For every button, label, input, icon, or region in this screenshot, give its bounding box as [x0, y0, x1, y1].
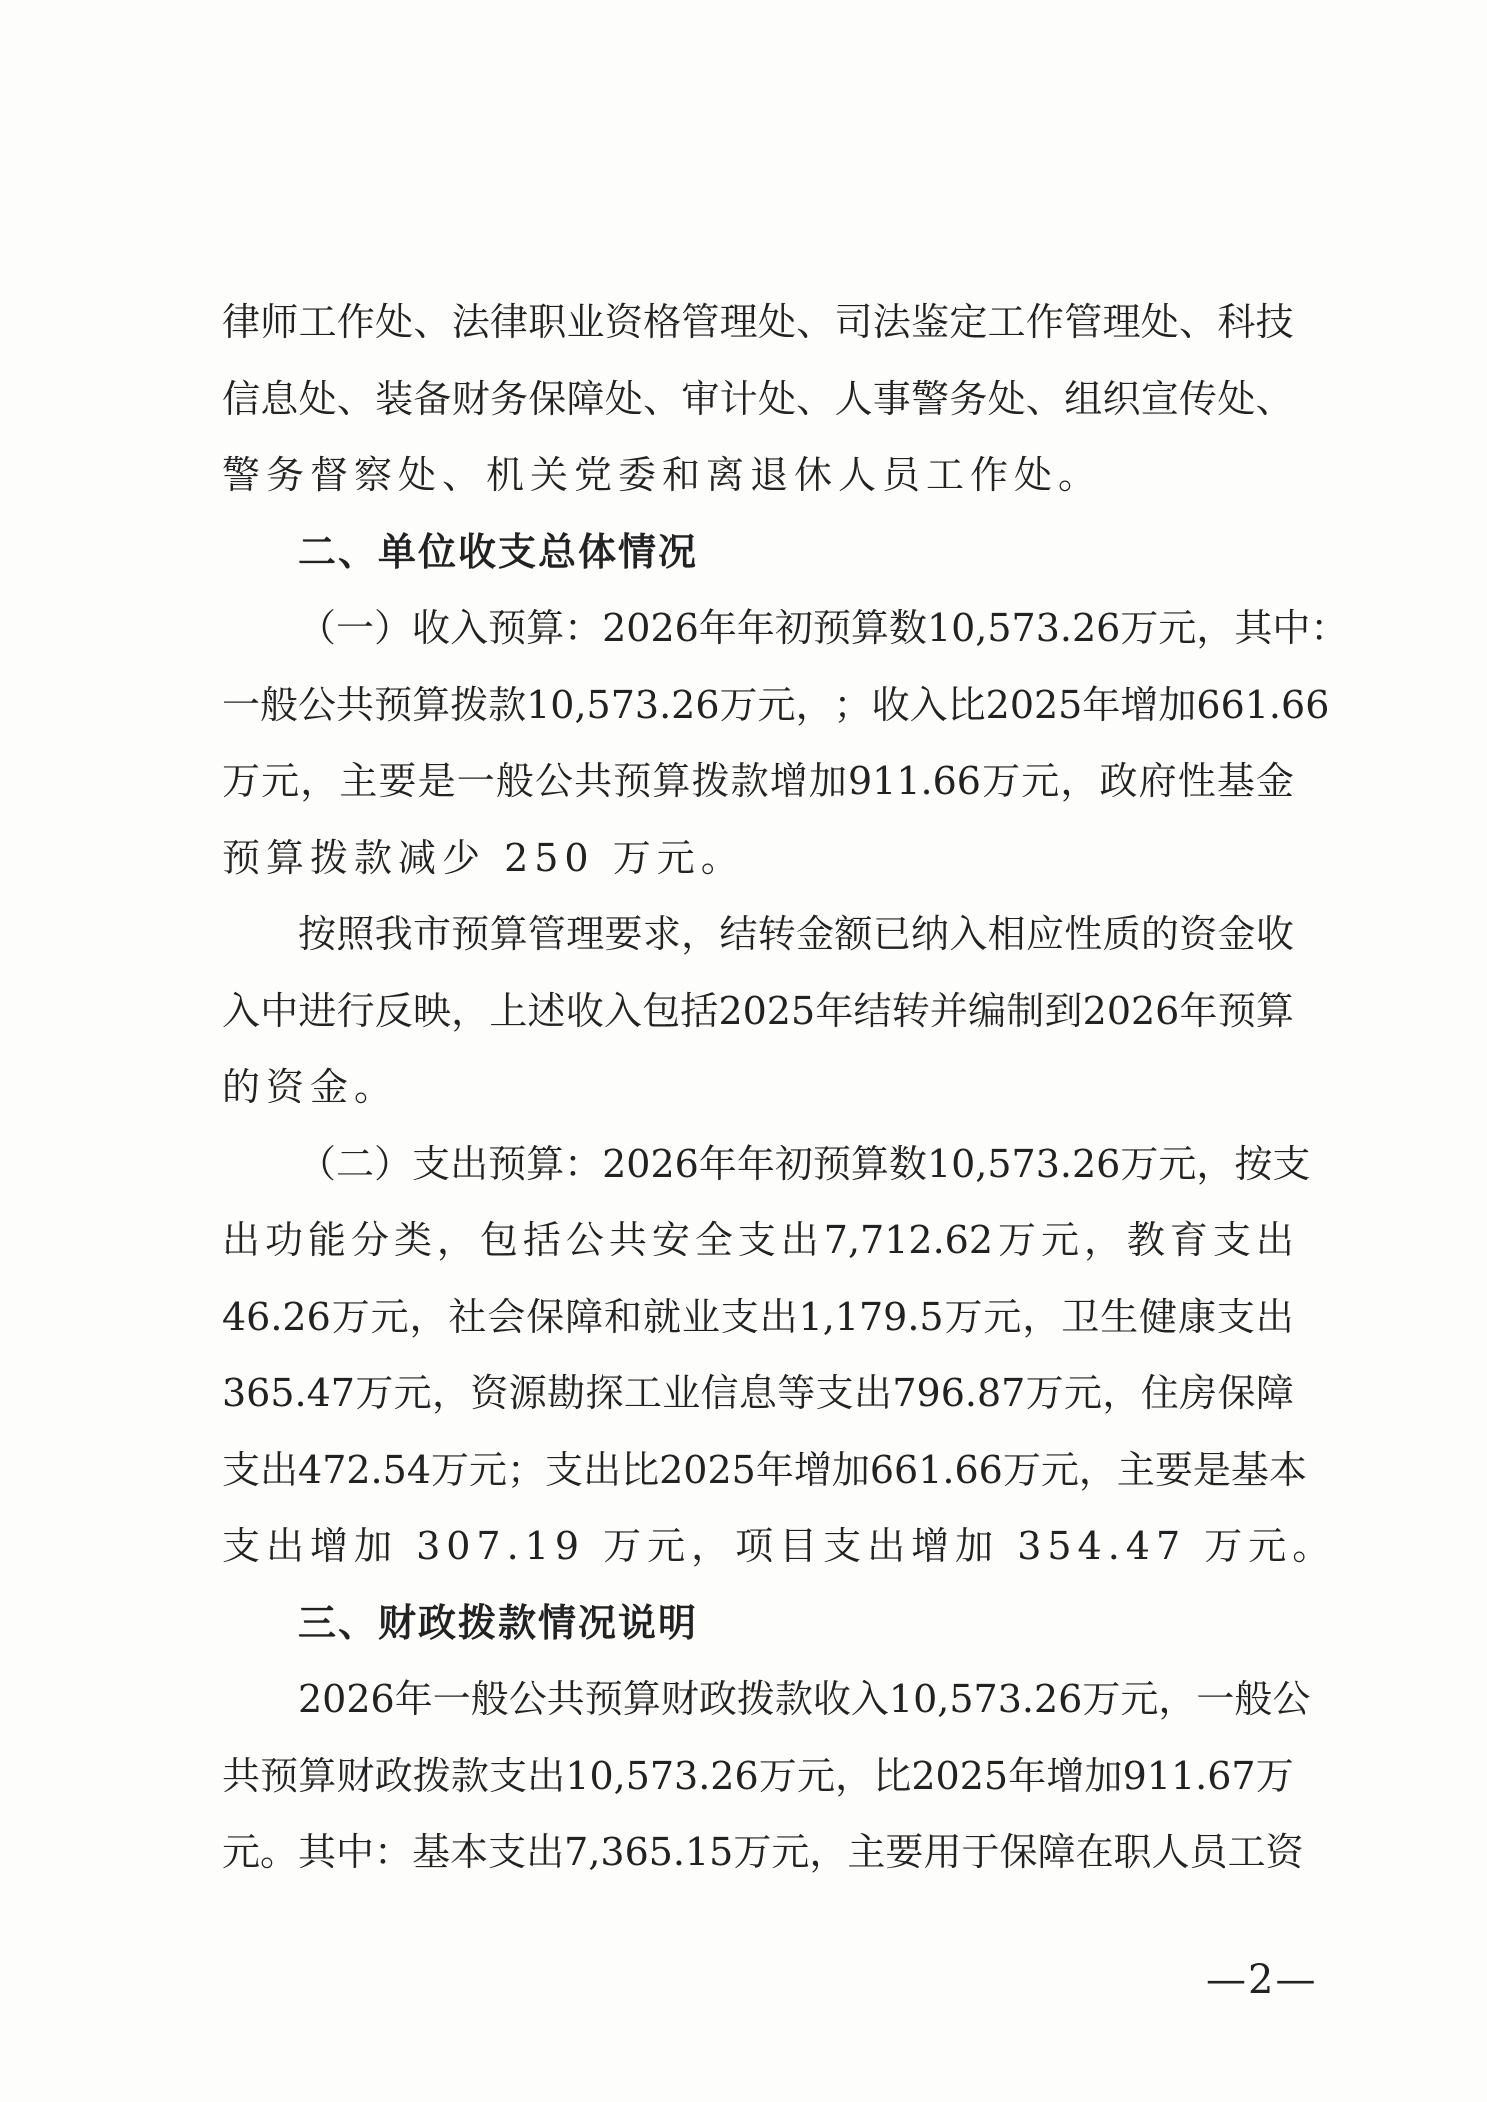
text-line: 一 般 公 共 预 算 拨 款 10,573.26 万 元 ， ； 收 入 比 2025 年 增 加 661.66 [222, 682, 1330, 727]
text-line: 万 元 ， 主 要 是 一 般 公 共 预 算 拨 款 增 加 911.66 万 元 ， 政 府 性 基 金 [222, 759, 1294, 803]
section-heading: 三、财政拨款情况说明 [298, 1600, 699, 1645]
text-line: （ 二 ） 支 出 预 算 ： 2026 年 年 初 预 算 数 10,573.26 万 元 ， 按 支 [298, 1141, 1311, 1186]
text-line: 的资金。 [222, 1065, 399, 1109]
text-line: 出 功 能 分 类 ， 包 括 公 共 安 全 支 出 7,712.62 万 元 ， 教 育 支 出 [222, 1218, 1294, 1262]
page-number: —2— [1206, 1957, 1318, 2003]
text-line: 元 。 其 中 ： 基 本 支 出 7,365.15 万 元 ， 主 要 用 于 保 障 在 职 人 员 工 资 [222, 1830, 1304, 1874]
text-line: 支 出 472.54 万 元 ； 支 出 比 2025 年 增 加 661.66 万 元 ， 主 要 是 基 本 [222, 1447, 1307, 1492]
text-line: 入 中 进 行 反 映 ， 上 述 收 入 包 括 2025 年 结 转 并 编 制 到 2026 年 预 算 [222, 988, 1294, 1033]
text-line: 按 照 我 市 预 算 管 理 要 求 ， 结 转 金 额 已 纳 入 相 应 性 质 的 资 金 收 [298, 912, 1294, 956]
text-line: 2026 年 一 般 公 共 预 算 财 政 拨 款 收 入 10,573.26 万 元 ， 一 般 公 [298, 1677, 1311, 1721]
section-heading: 二、单位收支总体情况 [298, 529, 699, 574]
text-line: 365.47 万 元 ， 资 源 勘 探 工 业 信 息 等 支 出 796.87 万 元 ， 住 房 保 障 [222, 1371, 1294, 1415]
text-line: 警务督察处、机关党委和离退休人员工作处。 [222, 453, 1103, 497]
text-line: （ 一 ） 收 入 预 算 ： 2026 年 年 初 预 算 数 10,573.26 万 元 ， 其 中 ： [298, 606, 1349, 650]
text-line: 律 师 工 作 处 、 法 律 职 业 资 格 管 理 处 、 司 法 鉴 定 工 作 管 理 处 、 科 技 [222, 300, 1294, 344]
text-line: 信 息 处 、 装 备 财 务 保 障 处 、 审 计 处 、 人 事 警 务 处 、 组 织 宣 传 处 、 [222, 376, 1294, 421]
text-line: 共 预 算 财 政 拨 款 支 出 10,573.26 万 元 ， 比 2025 年 增 加 911.67 万 [222, 1753, 1294, 1798]
text-line: 预算拨款减少 250 万元。 [222, 835, 745, 880]
document-body [222, 300, 1349, 1907]
text-line: 支出增加 307.19 万元，项目支出增加 354.47 万元。 [222, 1524, 1337, 1568]
text-line: 46.26 万 元 ， 社 会 保 障 和 就 业 支 出 1,179.5 万 元 ， 卫 生 健 康 支 出 [222, 1294, 1294, 1339]
